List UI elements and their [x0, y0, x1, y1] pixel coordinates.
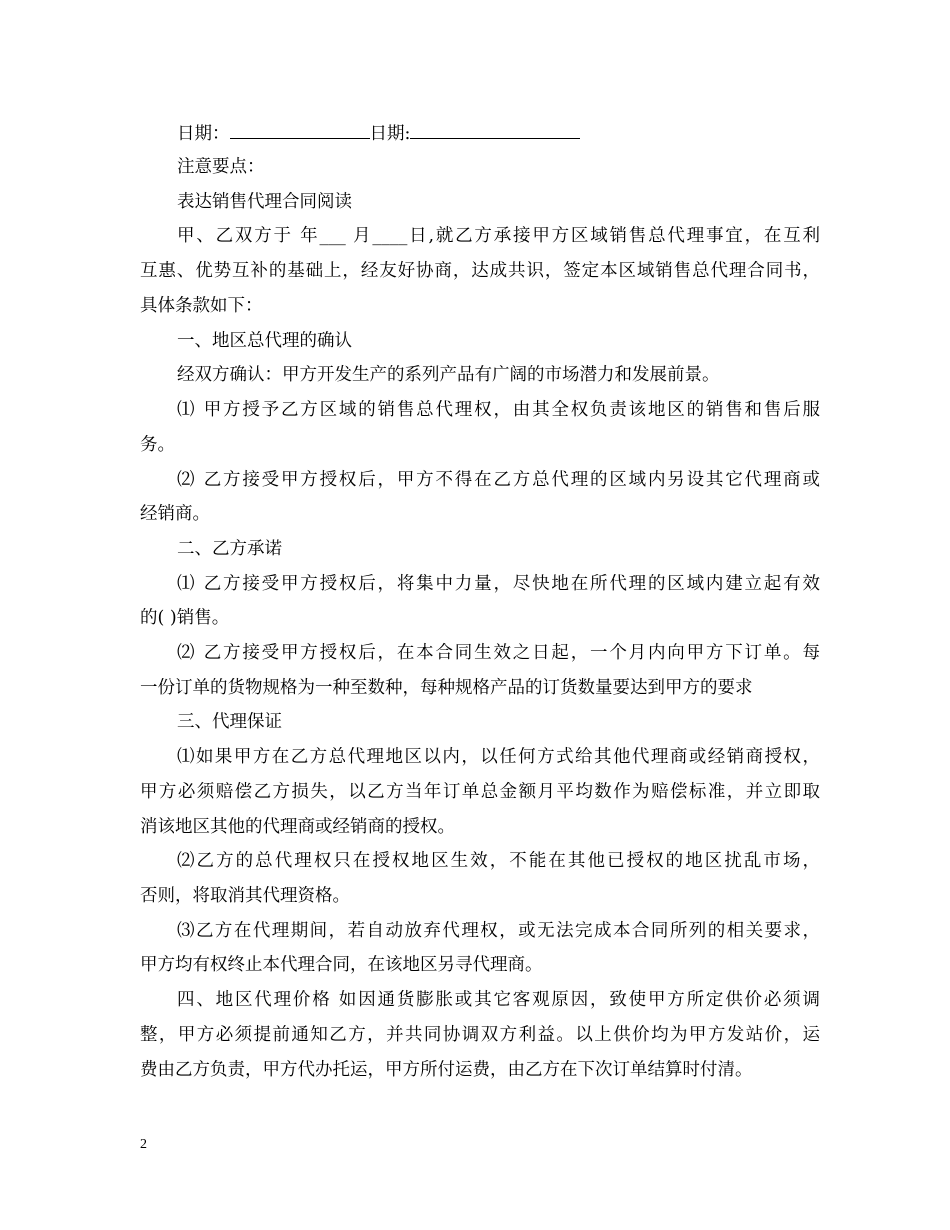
section-heading-3: 三、代理保证: [177, 712, 282, 732]
clause-1-2-line: 经销商。: [140, 504, 210, 524]
intro-paragraph-line: 互惠、优势互补的基础上，经友好协商，达成共识，签定本区域销售总代理合同书，: [140, 261, 820, 281]
clause-3-3-line: 甲方均有权终止本代理合同，在该地区另寻代理商。: [140, 955, 543, 975]
intro-paragraph-line: 具体条款如下：: [140, 296, 263, 316]
date-label-2: 日期:: [369, 124, 411, 144]
date-label-1: 日期：: [177, 124, 230, 144]
section-heading-4-line: 四、地区代理价格 如因通货膨胀或其它客观原因，致使甲方所定供价必须调: [177, 990, 820, 1010]
clause-3-3-line: ⑶乙方在代理期间，若自动放弃代理权，或无法完成本合同所列的相关要求，: [177, 921, 820, 941]
intro-paragraph-line: 甲、乙双方于 年___ 月____日,就乙方承接甲方区域销售总代理事宜，在互利: [177, 226, 820, 246]
section-4-line: 整，甲方必须提前通知乙方，并共同协调双方利益。以上供价均为甲方发站价，运: [140, 1025, 820, 1045]
notes-heading: 注意要点：: [177, 157, 265, 177]
clause-3-1-line: 消该地区其他的代理商或经销商的授权。: [140, 817, 455, 837]
clause-3-2-line: ⑵乙方的总代理权只在授权地区生效，不能在其他已授权的地区扰乱市场，: [177, 851, 820, 871]
page-number: 2: [140, 1137, 147, 1152]
clause-2-1-line: 的( )销售。: [140, 608, 230, 628]
clause-3-2-line: 否则，将取消其代理资格。: [140, 886, 350, 906]
paragraph-line: 经双方确认：甲方开发生产的系列产品有广阔的市场潜力和发展前景。: [177, 365, 720, 385]
signature-date-line: [177, 120, 820, 146]
date-blank-2: [410, 120, 580, 139]
clause-1-1-line: 务。: [140, 435, 175, 455]
clause-1-1-line: ⑴ 甲方授予乙方区域的销售总代理权，由其全权负责该地区的销售和售后服: [177, 400, 820, 420]
clause-3-1-line: ⑴如果甲方在乙方总代理地区以内，以任何方式给其他代理商或经销商授权，: [177, 747, 820, 767]
clause-2-2-line: 一份订单的货物规格为一种至数种，每种规格产品的订货数量要达到甲方的要求: [140, 678, 753, 698]
clause-1-2-line: ⑵ 乙方接受甲方授权后，甲方不得在乙方总代理的区域内另设其它代理商或: [177, 470, 820, 490]
clause-3-1-line: 甲方必须赔偿乙方损失，以乙方当年订单总金额月平均数作为赔偿标准，并立即取: [140, 782, 820, 802]
clause-2-2-line: ⑵ 乙方接受甲方授权后，在本合同生效之日起，一个月内向甲方下订单。每: [177, 643, 820, 663]
document-title: 表达销售代理合同阅读: [177, 192, 352, 212]
date-blank-1: [230, 120, 370, 139]
clause-2-1-line: ⑴ 乙方接受甲方授权后，将集中力量，尽快地在所代理的区域内建立起有效: [177, 574, 820, 594]
section-4-line: 费由乙方负责，甲方代办托运，甲方所付运费，由乙方在下次订单结算时付清。: [140, 1060, 753, 1080]
section-heading-1: 一、地区总代理的确认: [177, 331, 352, 351]
section-heading-2: 二、乙方承诺: [177, 539, 282, 559]
